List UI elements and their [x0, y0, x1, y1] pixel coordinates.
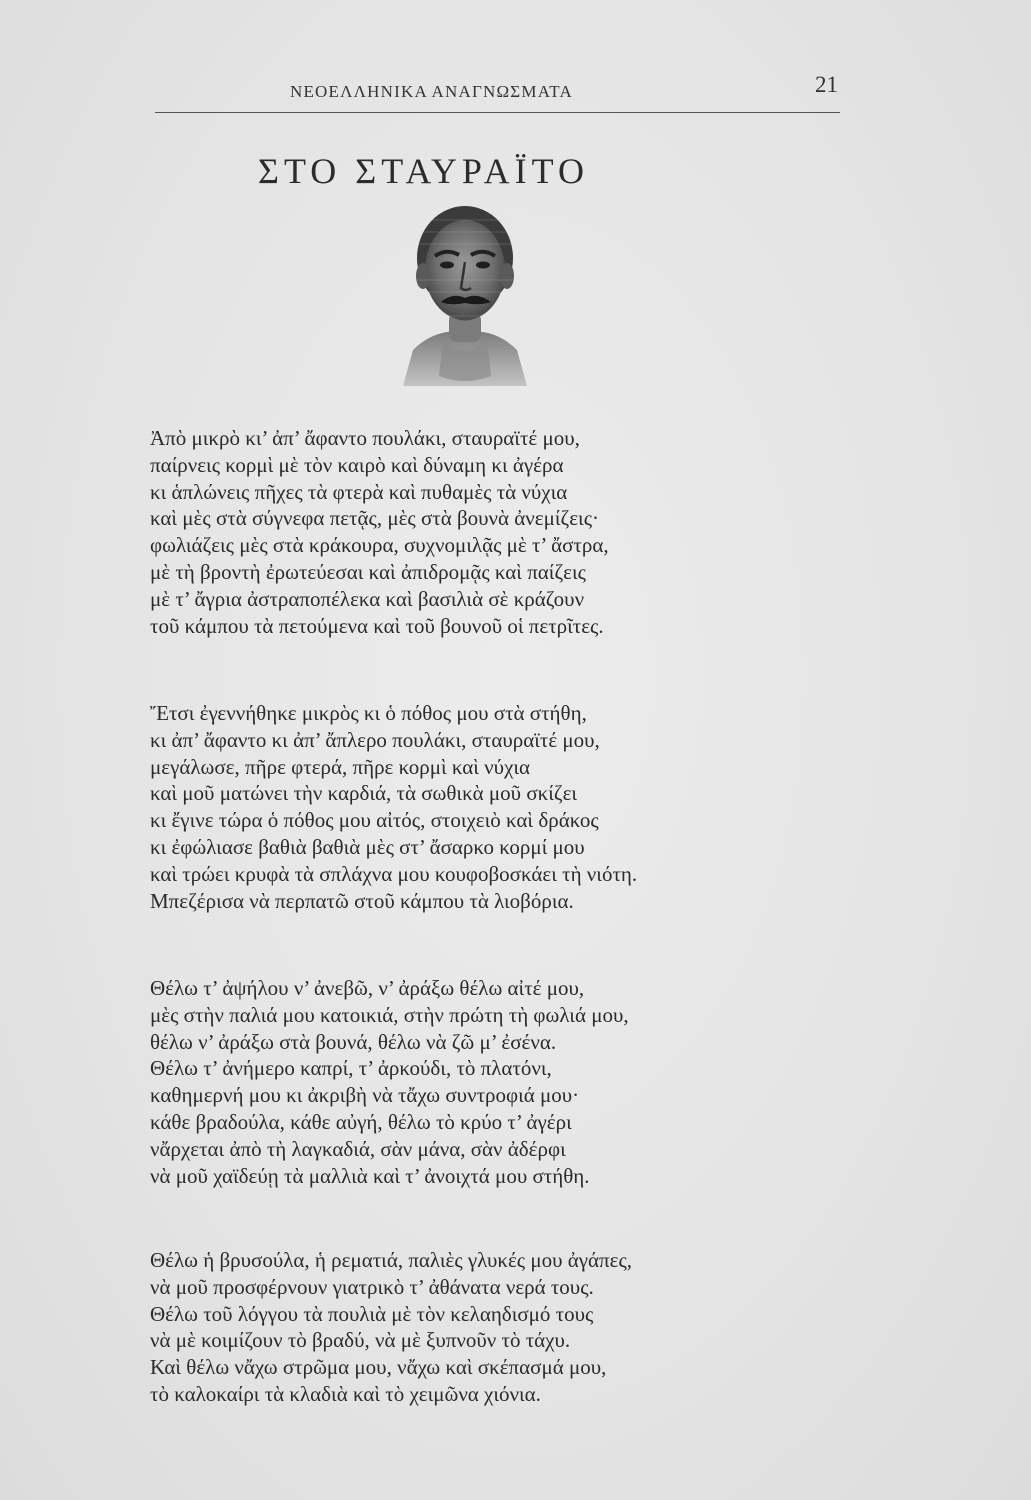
poem-line: καθημερνή μου κι ἀκριβὴ νὰ τἄχω συντροφιά μου·	[150, 1083, 580, 1108]
poem-line: τοῦ κάμπου τὰ πετούμενα καὶ τοῦ βουνοῦ οἱ πετρῖτες.	[150, 613, 604, 638]
poem-line: κάθε βραδούλα, κάθε αὐγή, θέλω τὸ κρύο τ’ ἀγέρι	[150, 1109, 572, 1134]
poem-line: κι ἔγινε τώρα ὁ πόθος μου αἰτός, στοιχειὸ καὶ δράκος	[150, 808, 599, 833]
poem-line: Θέλω τ’ ἀψήλου ν’ ἀνεβῶ, ν’ ἀράξω θέλω αἰτέ μου,	[150, 976, 585, 1000]
poem-line: θέλω ν’ ἀράξω στὰ βουνά, θέλω νὰ ζῶ μ’ ἐσένα.	[150, 1029, 557, 1054]
stanza-4	[150, 1247, 850, 1408]
poem-line: νἄρχεται ἀπὸ τὴ λαγκαδιά, σὰν μάνα, σὰν ἀδέρφι	[150, 1136, 566, 1161]
author-portrait-icon	[395, 200, 535, 390]
poem-title: ΣΤΟ ΣΤΑΥΡΑΪΤΟ	[258, 151, 589, 191]
poem-line: Καὶ θέλω νἄχω στρῶμα μου, νἄχω καὶ σκέπασμά μου,	[150, 1355, 607, 1380]
stanza-2	[150, 700, 850, 914]
poem-line: μὲ τὴ βροντὴ ἐρωτεύεσαι καὶ ἀπιδρομᾷς καὶ παίζεις	[150, 559, 586, 584]
poem-line: καὶ μοῦ ματώνει τὴν καρδιά, τὰ σωθικὰ μοῦ σκίζει	[150, 781, 578, 806]
poem-line: Θέλω τ’ ἀνήμερο καπρί, τ’ ἀρκούδι, τὸ πλατόνι,	[150, 1056, 552, 1081]
poem-line: νὰ μοῦ προσφέρνουν γιατρικὸ τ’ ἀθάνατα νερά τους.	[150, 1274, 594, 1299]
poem-line: κι ἀπ’ ἄφαντο κι ἀπ’ ἄπλερο πουλάκι, σταυραϊτέ μου,	[150, 727, 600, 752]
poem-line: νὰ μοῦ χαϊδεύῃ τὰ μαλλιὰ καὶ τ’ ἀνοιχτά μου στήθη.	[150, 1163, 590, 1188]
poem-line: κι ἁπλώνεις πῆχες τὰ φτερὰ καὶ πυθαμὲς τὰ νύχια	[150, 479, 568, 504]
poem-line: Ἔτσι ἐγεννήθηκε μικρὸς κι ὁ πόθος μου στὰ στήθη,	[150, 701, 587, 725]
poem-line: Ἀπὸ μικρὸ κι’ ἀπ’ ἄφαντο πουλάκι, σταυραϊτέ μου,	[150, 426, 580, 450]
poem-line: καὶ μὲς στὰ σύγνεφα πετᾷς, μὲς στὰ βουνὰ ἀνεμίζεις·	[150, 506, 599, 531]
poem-line: κι ἐφώλιασε βαθιὰ βαθιὰ μὲς στ’ ἄσαρκο κορμί μου	[150, 834, 585, 859]
poem-line: μὲς στὴν παλιά μου κατοικιά, στὴν πρώτη τὴ φωλιά μου,	[150, 1002, 629, 1027]
poem-line: Θέλω ἡ βρυσούλα, ἡ ρεματιά, παλιὲς γλυκές μου ἀγάπες,	[150, 1248, 633, 1272]
poem-line: Μπεζέρισα νὰ περπατῶ στοῦ κάμπου τὰ λιοβόρια.	[150, 888, 574, 913]
poem-line: καὶ τρώει κρυφὰ τὰ σπλάχνα μου κουφοβοσκάει τὴ νιότη.	[150, 861, 638, 886]
running-title: ΝΕΟΕΛΛΗΝΙΚΑ ΑΝΑΓΝΩΣΜΑΤΑ	[290, 82, 574, 101]
portrait-engraving	[395, 200, 535, 390]
poem-line: Θέλω τοῦ λόγγου τὰ πουλιὰ μὲ τὸν κελαηδισμό τους	[150, 1301, 594, 1326]
stanza-1	[150, 425, 850, 639]
running-head	[262, 72, 842, 108]
poem-line: φωλιάζεις μὲς στὰ κράκουρα, συχνομιλᾷς μὲ τ’ ἄστρα,	[150, 533, 609, 558]
poem-line: μὲ τ’ ἄγρια ἀστραποπέλεκα καὶ βασιλιὰ σὲ κράζουν	[150, 586, 585, 611]
poem-line: νὰ μὲ κοιμίζουν τὸ βραδύ, νὰ μὲ ξυπνοῦν τὸ τάχυ.	[150, 1328, 571, 1353]
poem-line: παίρνεις κορμὶ μὲ τὸν καιρὸ καὶ δύναμη κι ἀγέρα	[150, 452, 564, 477]
poem-line: μεγάλωσε, πῆρε φτερά, πῆρε κορμὶ καὶ νύχια	[150, 754, 531, 779]
stanza-3	[150, 975, 850, 1189]
page-number: 21	[815, 72, 838, 97]
poem-line: τὸ καλοκαίρι τὰ κλαδιὰ καὶ τὸ χειμῶνα χιόνια.	[150, 1381, 541, 1406]
header-rule	[155, 112, 840, 113]
